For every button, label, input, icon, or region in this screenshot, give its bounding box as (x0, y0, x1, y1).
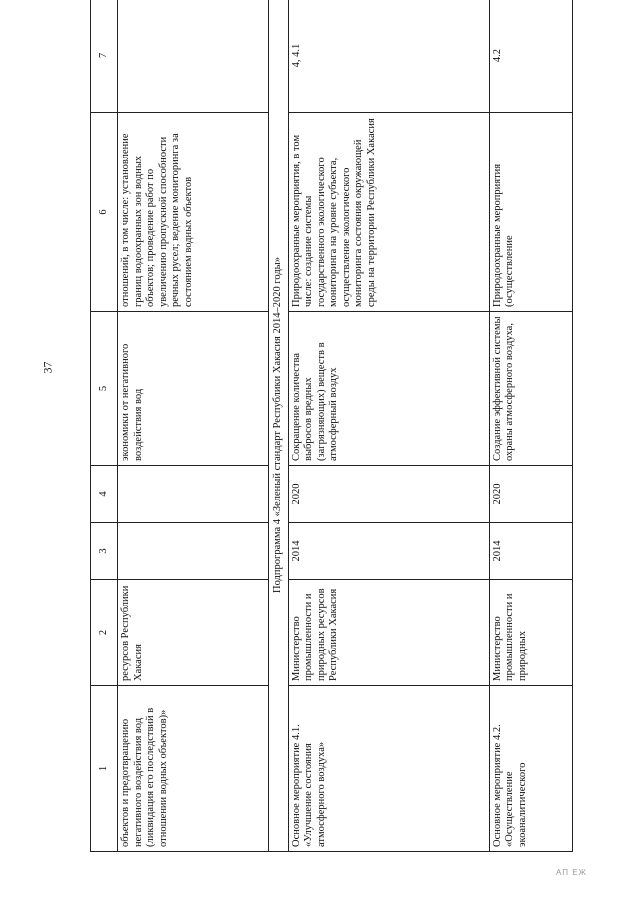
cell-start-year: 2014 (489, 523, 572, 580)
cell-executor: Министерство промышленности и природных ресурсов Республики Хакасия (288, 580, 489, 686)
cell-end-year: 2020 (288, 466, 489, 523)
cell-measure: Основное мероприятие 4.1. «Улучшение состояния атмосферного воздуха» (288, 686, 489, 852)
table-row (288, 0, 489, 852)
cell-indicators: 4.2 (489, 0, 572, 113)
page-number: 37 (40, 361, 55, 374)
header-col-4: 4 (91, 466, 118, 523)
cell-end-year (118, 466, 269, 523)
cell-directions: отношений, в том числе: установление границ водоохранных зон водных объектов; проведение работ по увеличению пропускной способности речных русел; ведение мониторинга за состоянием водных объектов (118, 113, 269, 312)
cell-executor: Министерство промышленности и природных (489, 580, 572, 686)
cell-result: Создание эффективной системы охраны атмосферного воздуха, (489, 312, 572, 466)
cell-indicators (118, 0, 269, 113)
cell-measure: объектов и предотвращению негативного воздействия вод (ликвидация его последствий в отношении водных объектов)» (118, 686, 269, 852)
header-col-1: 1 (91, 686, 118, 852)
cell-result: экономики от негативного воздействия вод (118, 312, 269, 466)
cell-directions: Природоохранные мероприятия, в том числе: создание системы государственного экологического мониторинга на уровне субъекта, осуществление экологического мониторинга состояния окружающей среды на территории Республики Хакасия (288, 113, 489, 312)
header-col-6: 6 (91, 113, 118, 312)
cell-result: Сокращение количества выбросов вредных (загрязняющих) веществ в атмосферный воздух (288, 312, 489, 466)
cell-measure: Основное мероприятие 4.2. «Осуществление экоаналитического (489, 686, 572, 852)
cell-start-year (118, 523, 269, 580)
cell-directions: Природоохранные мероприятия (осуществление (489, 113, 572, 312)
header-col-5: 5 (91, 312, 118, 466)
header-col-2: 2 (91, 580, 118, 686)
cell-executor: ресурсов Республики Хакасия (118, 580, 269, 686)
rotated-table-container (90, 43, 580, 852)
subprogram-title: Подпрограмма 4 «Зеленый стандарт Республики Хакасия 2014–2020 годы» (269, 0, 289, 852)
table-row (118, 0, 269, 852)
header-col-7: 7 (91, 0, 118, 113)
cell-start-year: 2014 (288, 523, 489, 580)
table-row (489, 0, 572, 852)
header-col-3: 3 (91, 523, 118, 580)
cell-end-year: 2020 (489, 466, 572, 523)
measures-table (90, 0, 573, 852)
cell-indicators: 4, 4.1 (288, 0, 489, 113)
subprogram-row (269, 0, 289, 852)
archive-stamp: АП ЕЖ (556, 868, 587, 877)
table-viewport (90, 43, 580, 852)
header-row (91, 0, 118, 852)
